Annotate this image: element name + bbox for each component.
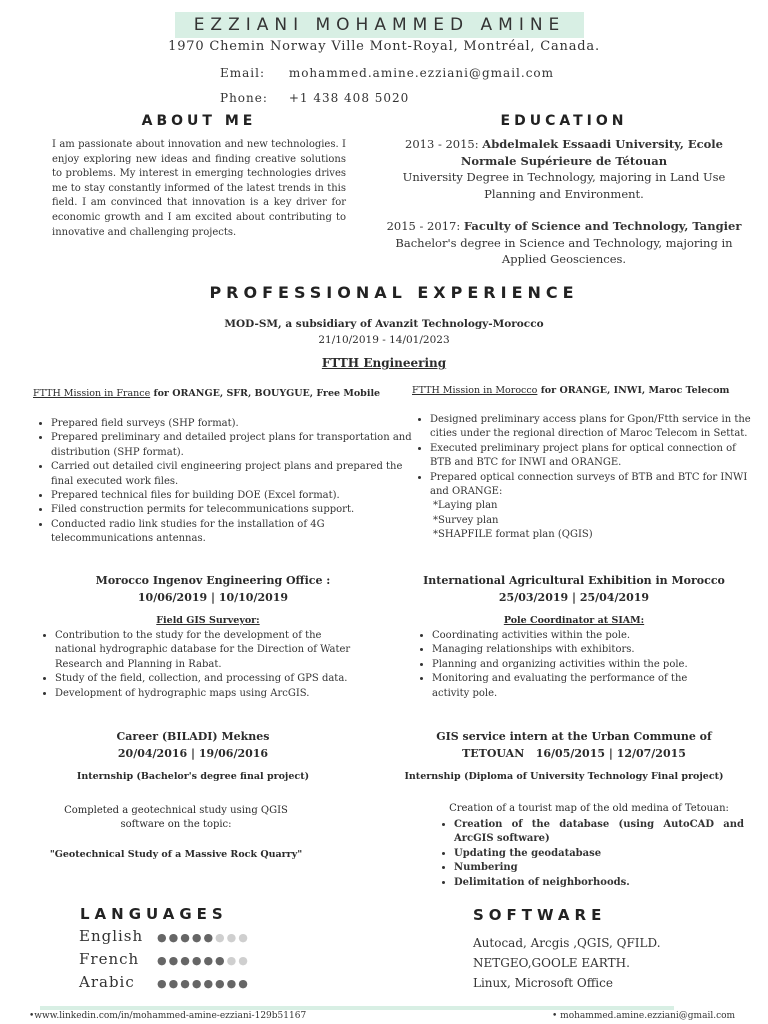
footer-email[interactable]: • mohammed.amine.ezziani@gmail.com: [552, 1011, 736, 1021]
education-title: EDUCATION: [500, 113, 628, 129]
biladi-dates: 20/04/2016 | 19/06/2016: [117, 747, 269, 760]
siam-company: International Agricultural Exhibition in Morocco: [423, 574, 725, 587]
level-dot-filled: ●: [203, 931, 216, 944]
level-dot-filled: ●: [157, 931, 169, 944]
biladi-header: [20, 728, 366, 762]
list-item: • Delimitation of neighborhoods.: [454, 876, 744, 890]
email-value[interactable]: mohammed.amine.ezziani@gmail.com: [288, 66, 555, 80]
biladi-company: Career (BILADI) Meknes: [116, 730, 270, 743]
list-item: • Prepared technical files for building DOE (Excel format).: [51, 489, 417, 503]
list-item: • Prepared field surveys (SHP format).: [51, 417, 417, 431]
level-dot-empty: ●: [226, 931, 239, 944]
language-row-french: [79, 950, 250, 968]
level-dot-empty: ●: [226, 954, 239, 967]
language-name: Arabic: [79, 973, 135, 991]
level-dot-filled: ●: [215, 977, 227, 990]
software-line: NETGEO,GOOLE EARTH.: [473, 956, 630, 970]
education-entry-1: [376, 136, 752, 202]
edu-degree: University Degree in Technology, majoring in Land Use Planning and Environment.: [402, 170, 726, 201]
email-label: Email:: [220, 66, 266, 80]
level-dot-filled: ●: [191, 954, 204, 967]
level-dot-filled: ●: [180, 977, 192, 990]
level-dot-filled: ●: [157, 977, 169, 990]
education-entry-2: [376, 218, 752, 268]
france-mission-heading: [33, 388, 413, 399]
list-subitem: *Laying plan: [433, 500, 498, 512]
level-dot-filled: ●: [215, 954, 227, 967]
list-item: • Carried out detailed civil engineering project plans and prepared the final executed work files.: [51, 460, 417, 489]
list-item: • Study of the field, collection, and processing of GPS data.: [55, 672, 361, 686]
language-name: English: [79, 927, 144, 945]
france-list: [35, 417, 417, 547]
ingenov-company: Morocco Ingenov Engineering Office :: [95, 574, 331, 587]
level-dot-filled: ●: [180, 954, 192, 967]
software-title: SOFTWARE: [473, 906, 607, 924]
list-item: • Conducted radio link studies for the installation of 4G telecommunications antennas.: [51, 518, 417, 547]
list-item: • Planning and organizing activities within the pole.: [432, 658, 716, 672]
ingenov-list: [39, 629, 361, 701]
address: 1970 Chemin Norway Ville Mont-Royal, Montréal, Canada.: [168, 39, 600, 54]
main-company: MOD-SM, a subsidiary of Avanzit Technology-Morocco: [224, 318, 544, 330]
level-dot-filled: ●: [191, 931, 204, 944]
level-dot-filled: ●: [168, 931, 181, 944]
list-item: • Executed preliminary project plans for optical connection of BTB and BTC for INWI and ORANGE.: [430, 442, 754, 471]
edu-school: Abdelmalek Essaadi University, Ecole Normale Supérieure de Tétouan: [460, 137, 723, 168]
biladi-topic: "Geotechnical Study of a Massive Rock Quarry": [49, 849, 303, 860]
list-item: • Coordinating activities within the pole.: [432, 629, 716, 643]
list-item: • Filed construction permits for telecommunications support.: [51, 503, 417, 517]
level-dot-empty: ●: [238, 931, 250, 944]
language-row-english: [79, 927, 250, 945]
edu-years: 2013 - 2015:: [405, 137, 479, 151]
list-item: • Development of hydrographic maps using ArcGIS.: [55, 687, 361, 701]
biladi-type: Internship (Bachelor's degree final project): [76, 771, 310, 782]
main-dates: 21/10/2019 - 14/01/2023: [318, 334, 450, 346]
languages-title: LANGUAGES: [80, 905, 228, 923]
level-dot-filled: ●: [203, 977, 216, 990]
ingenov-dates: 10/06/2019 | 10/10/2019: [137, 591, 289, 604]
phone-row: [220, 91, 409, 105]
list-item: • Monitoring and evaluating the performance of the activity pole.: [432, 672, 716, 701]
level-dot-empty: ●: [215, 931, 227, 944]
tetouan-dates: TETOUAN 16/05/2015 | 12/07/2015: [462, 747, 686, 760]
about-title: ABOUT ME: [141, 113, 257, 129]
siam-header: [406, 572, 742, 606]
level-dot-filled: ●: [203, 954, 216, 967]
footer-linkedin[interactable]: •www.linkedin.com/in/mohammed-amine-ezziani-129b51167: [29, 1011, 307, 1021]
list-item: • Contribution to the study for the development of the national hydrographic database for the Direction of Water Research and Planning in Rabat.: [55, 629, 361, 672]
tetouan-company: GIS service intern at the Urban Commune of: [436, 730, 712, 743]
candidate-name: EZZIANI MOHAMMED AMINE: [193, 15, 566, 35]
list-item: • Updating the geodatabase: [454, 847, 744, 861]
phone-label: Phone:: [220, 91, 268, 105]
edu-degree: Bachelor's degree in Science and Technology, majoring in Applied Geosciences.: [395, 235, 733, 266]
tetouan-header: [406, 728, 742, 762]
main-role: FTTH Engineering: [321, 356, 447, 370]
experience-title: PROFESSIONAL EXPERIENCE: [209, 283, 579, 302]
language-row-arabic: [79, 973, 250, 991]
list-item: • Numbering: [454, 861, 744, 875]
ingenov-role: Field GIS Surveyor:: [156, 615, 260, 626]
edu-school: Faculty of Science and Technology, Tangier: [463, 219, 742, 233]
list-item: • Creation of the database (using AutoCAD and ArcGIS software): [454, 818, 744, 847]
list-item: • Prepared optical connection surveys of BTB and BTC for INWI and ORANGE:: [430, 471, 754, 500]
level-dot-filled: ●: [238, 977, 250, 990]
level-dot-filled: ●: [157, 954, 169, 967]
software-line: Autocad, Arcgis ,QGIS, QFILD.: [473, 936, 661, 950]
level-dot-filled: ●: [191, 977, 204, 990]
level-dot-filled: ●: [168, 977, 181, 990]
phone-value[interactable]: +1 438 408 5020: [288, 91, 410, 105]
language-level-dots: [157, 931, 250, 944]
about-text: I am passionate about innovation and new technologies. I enjoy exploring new ideas and finding creative solutions to problems. My interest in emerging technologies drives me to stay constantly informed of the latest trends in this field. I am convinced that innovation is a key driver for economic growth and I am excited about contributing to innovative and challenging projects.: [52, 139, 346, 238]
level-dot-empty: ●: [238, 954, 250, 967]
footer-divider: [40, 1006, 674, 1010]
level-dot-filled: ●: [168, 954, 181, 967]
list-item: • Designed preliminary access plans for Gpon/Ftth service in the cities under the regional direction of Maroc Telecom in Settat.: [430, 413, 754, 442]
software-list: [473, 933, 661, 993]
email-row: [220, 66, 554, 80]
morocco-mission-label: FTTH Mission in Morocco: [412, 385, 538, 396]
ingenov-header: [40, 572, 386, 606]
tetouan-type: Internship (Diploma of University Technology Final project): [404, 771, 724, 782]
language-name: French: [79, 950, 140, 968]
list-item: • Managing relationships with exhibitors.: [432, 643, 716, 657]
france-mission-label: FTTH Mission in France: [33, 388, 151, 399]
list-subitem: *Survey plan: [433, 514, 499, 526]
language-level-dots: [157, 977, 250, 990]
list-item: • Prepared preliminary and detailed project plans for transportation and distribution (SHP format).: [51, 431, 417, 460]
siam-list: [416, 629, 716, 701]
morocco-list: [414, 413, 754, 543]
list-subitem: *SHAPFILE format plan (QGIS): [433, 529, 593, 541]
biladi-desc: Completed a geotechnical study using QGIS software on the topic:: [64, 805, 288, 830]
morocco-mission-heading: [412, 385, 762, 396]
software-line: Linux, Microsoft Office: [473, 976, 613, 990]
language-level-dots: [157, 954, 250, 967]
tetouan-desc: Creation of a tourist map of the old medina of Tetouan:: [449, 803, 729, 814]
siam-dates: 25/03/2019 | 25/04/2019: [498, 591, 650, 604]
edu-years: 2015 - 2017:: [386, 219, 461, 233]
siam-role: Pole Coordinator at SIAM:: [503, 615, 645, 626]
morocco-clients: for ORANGE, INWI, Maroc Telecom: [537, 385, 730, 396]
tetouan-list: [438, 818, 744, 890]
france-clients: for ORANGE, SFR, BOUYGUE, Free Mobile: [150, 388, 381, 399]
level-dot-filled: ●: [226, 977, 239, 990]
level-dot-filled: ●: [180, 931, 192, 944]
